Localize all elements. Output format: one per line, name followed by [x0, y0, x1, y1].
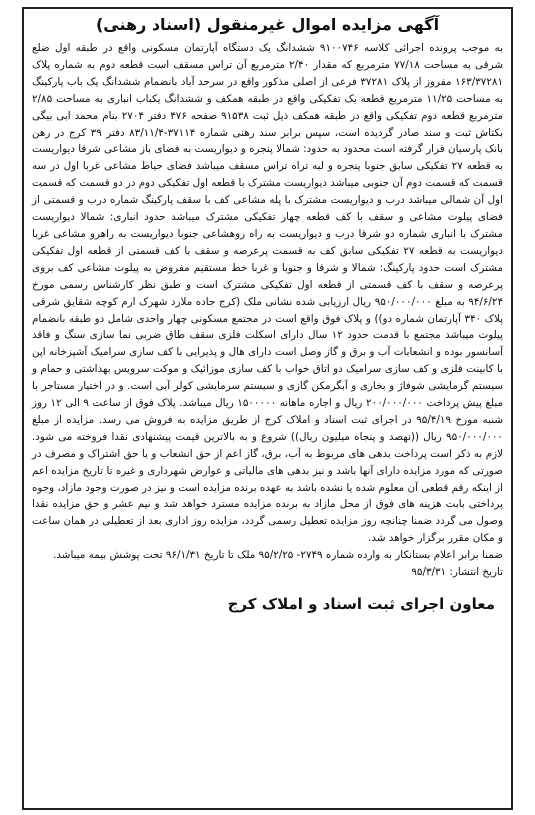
publication-date: تاریخ انتشار: ۹۵/۳/۳۱	[411, 566, 503, 579]
notice-frame	[22, 7, 513, 810]
notice-content	[32, 13, 503, 804]
notice-body: به موجب پرونده اجرائی کلاسه ۹۱۰۰۷۴۶ ششدانگ یک دستگاه آپارتمان مسکونی واقع در طبقه اول ضلع شرقی به مساحت ۷۷/۱۸ مترمربع که مقدار ۲/۴۰ مترمربع آن تراس مسقف است قطعه دوم به شماره پلاک ۱۶۳/۳۷۲۸۱ مفروز از پلاک ۳۷۲۸۱ فرعی از اصلی مذکور واقع در سرحد آباد بانضمام ششدانگ یک باب پارکینگ به مساحت ۱۱/۲۵ مترمربع قطعه یک تفکیکی واقع در طبقه همکف و ششدانگ یکباب انباری به مساحت ۲/۸۵ مترمربع قطعه دوم تفکیکی واقع در طبقه همکف ذیل ثبت ۹۱۵۳۸ صفحه ۴۷۶ دفتر ۲۷۰۴ بنام محمد ابی بیگی بکتاش ثبت و سند صادر گردیده است، سپس برابر سند رهنی شماره ۳۷۱۱۴-۸۳/۱۱/۴ دفتر ۳۹ کرج در رهن بانک پارسیان قرار گرفته است محدود به حدود: شمالا پنجره و دیواریست به فضای باز مشاعی شرقا دیواریست به قطعه ۲۷ تفکیکی سابق جنوبا پنجره و لبه تراه تراس مسقف میباشد فضای حیاط مشاعی غربا اول در سه قسمت که قسمت دوم آن جنوبی میباشد دیواریست مشترک با قطعه اول تفکیکی دوم در دو قسمت که قسمت اول آن شمالی میباشد درب و دیواریست مشترک با پله مشاعی کف با سقف پارکینگ شماره درب و قسمتی از فضای پیلوت مشاعی و سقف با کف قطعه چهار تفکیکی مشترک میباشد حدود انباری: شمالا دیواریست مشترک با انباری شماره دو شرقا درب و دیواریست به راه روهشاعی جنوبا دیواریست به راهرو مشاعی غربا دیواریست به قطعه ۲۷ تفکیکی سابق کف به قسمت پرعرصه و سقف با کف قسمتی از قطعه اول تفکیکی مشترک است حدود پارکینگ: شمالا و شرقا و جنوبا و غربا خط مستقیم مفروض به پیلوت مشاعی کف بروی پرعرصه و سقف با کف قسمتی از قطعه اول تفکیکی مشترک است و طبق نظر کارشناس رسمی مورخ ۹۴/۶/۲۴ به مبلغ ۹۵۰/۰۰۰/۰۰۰ ریال ارزیابی شده نشانی ملک (کرج جاده ملارد شهرک ارم کوچه شقایق شرقی پلاک ۳۴۰ آپارتمان شماره دو)) و پلاک فوق واقع است در مجتمع مسکونی چهار واحدی شامل دو طبقه بانضمام پیلوت میباشد مجتمع با قدمت حدود ۱۲ سال دارای اسکلت فلزی سقف طاق ضربی نما سازی سنگ و فاقد آسانسور بوده و انشعابات آب و برق و گاز وصل است دارای هال و پذیرایی با کف سازی سرامیک آشپزخانه اپن با کابینت فلزی و کف سازی سرامیک دو اتاق خواب با کف سازی موزائیک و موکت سرویس بهداشتی و حمام و سیستم گرمایشی شوفاژ و بخاری و آبگرمکن گازی و سیستم سرمایشی کولر آبی است. و در اختیار مستاجر با مبلغ پیش پرداخت ۲۰۰/۰۰۰/۰۰۰ ریال و اجاره ماهانه ۱۵۰۰۰۰۰ ریال میباشد. پلاک فوق از ساعت ۹ الی ۱۲ روز شنبه مورخ ۹۵/۴/۱۹ در اجرای ثبت اسناد و املاک کرج از طریق مزایده به فروش می رسد. مزایده از مبلغ ۹۵۰/۰۰۰/۰۰۰ ریال ((نهصد و پنجاه میلیون ریال)) شروع و به بالاترین قیمت پیشنهادی نقدا فروخته می شود. لازم به ذکر است پرداخت بدهی های مربوط به آب، برق، گاز اعم از حق انشعاب و یا حق اشتراک و مصرف در صورتی که مورد مزایده دارای آنها باشد و نیز بدهی های مالیاتی و عوارض شهرداری و غیره تا تاریخ مزایده اعم از اینکه رقم قطعی آن معلوم شده یا نشده باشد به عهده برنده مزایده است و نیز در صورت وجود مازاد، وجوه پرداختی بابت هزینه های فوق از محل مازاد به برنده مزایده مسترد خواهد شد و نیم عشر و حق مزایده نقدا وصول می گردد ضمنا چنانچه روز مزایده تعطیل رسمی گردد، مزایده روز اداری بعد از تعطیلی در همان ساعت و مکان مقرر برگزار خواهد شد.	[32, 42, 503, 545]
insurance-note: ضمنا برابر اعلام بستانکار به وارده شماره ۲۷۴۹- ۹۵/۲/۲۵ ملک تا تاریخ ۹۶/۱/۳۱ تحت پوشش بیمه میباشد.	[53, 549, 503, 562]
notice-title: آگهی مزایده اموال غیرمنقول (اسناد رهنی)	[95, 15, 440, 34]
signature: معاون اجرای ثبت اسناد و املاک کرج	[227, 595, 495, 613]
